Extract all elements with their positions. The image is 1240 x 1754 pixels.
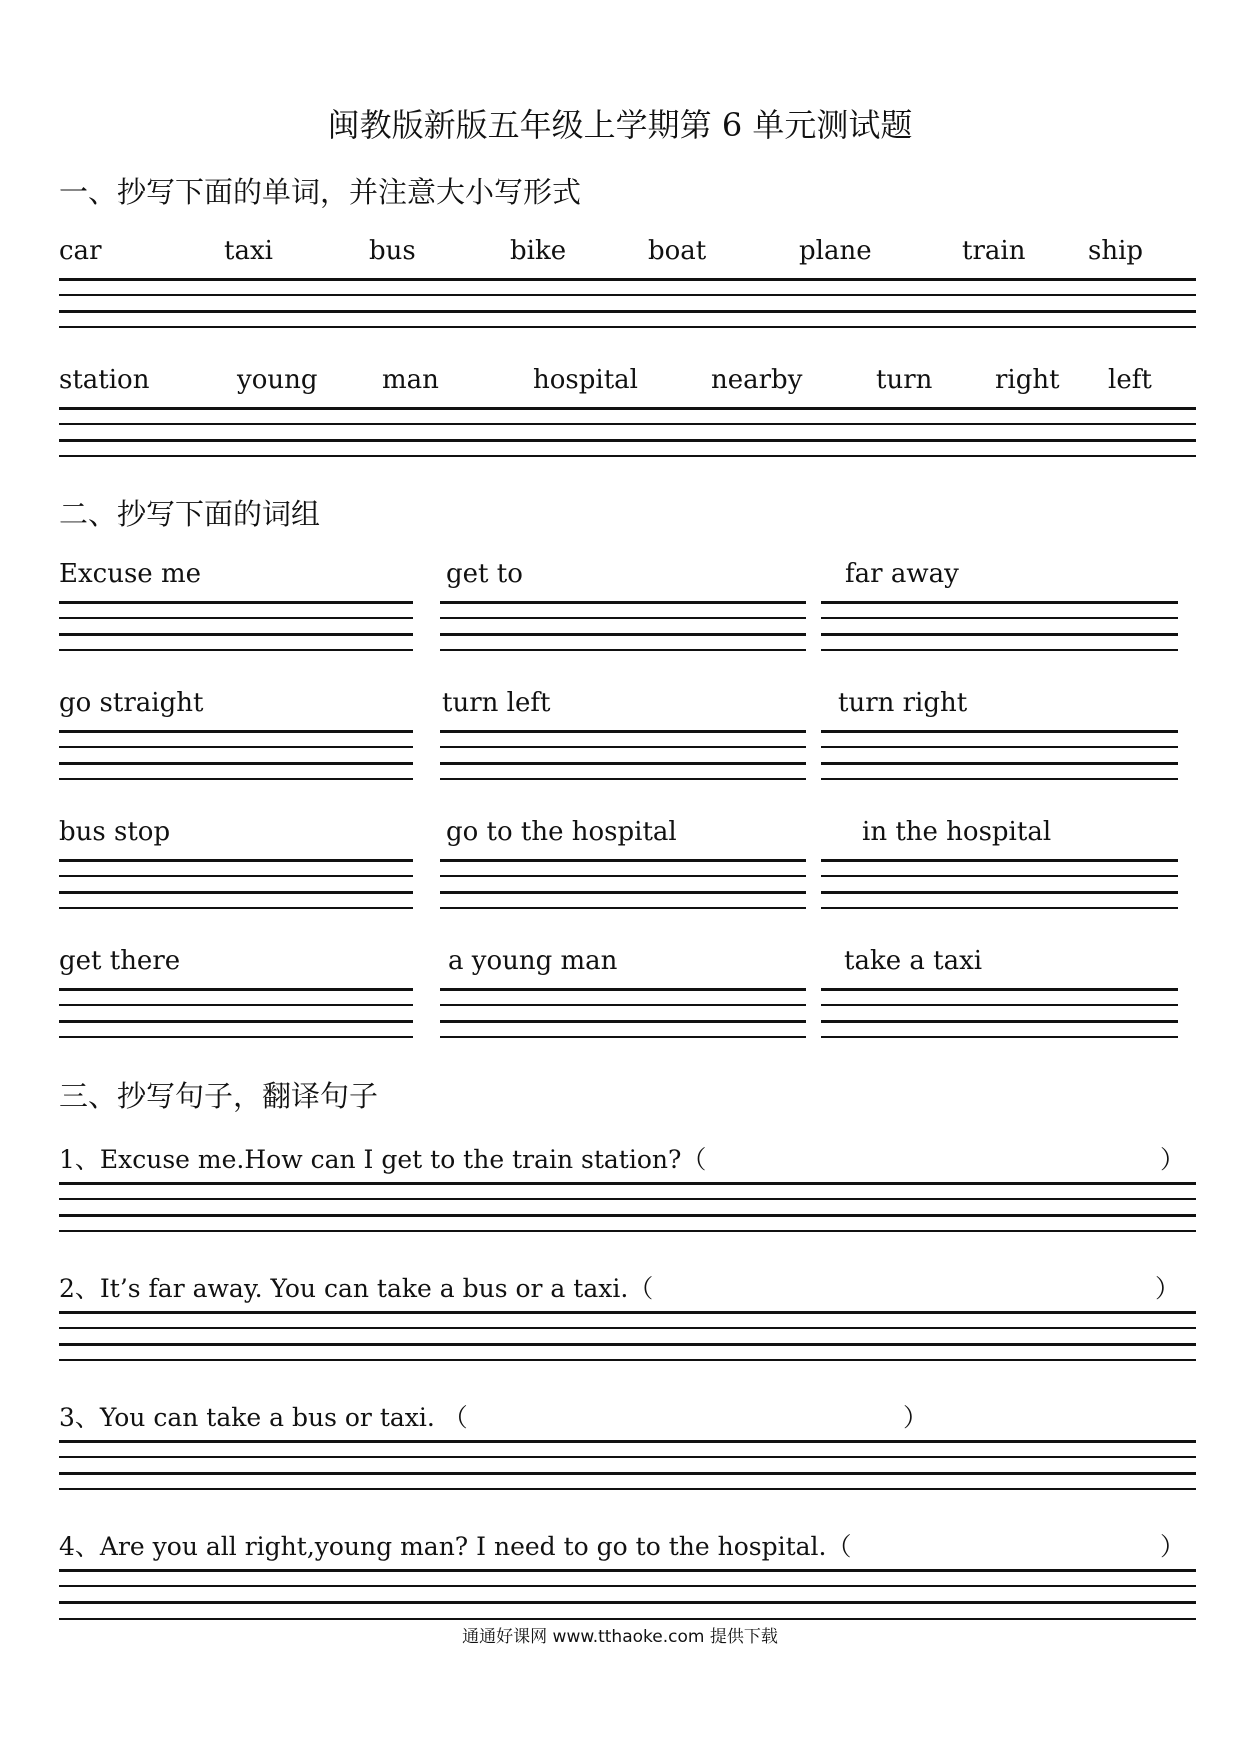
writing-lines: [440, 730, 806, 782]
word-item: turn: [876, 365, 933, 395]
section-3-heading: 三、抄写句子，翻译句子: [59, 1079, 379, 1113]
close-paren: ）: [903, 1403, 929, 1432]
word-item: bus: [369, 236, 416, 266]
sentence-1: 1、Excuse me.How can I get to the train station?（: [59, 1145, 707, 1174]
page-title: 闽教版新版五年级上学期第 6 单元测试题: [327, 106, 913, 144]
writing-lines: [59, 278, 1196, 330]
sentence-4: 4、Are you all right,young man? I need to go to the hospital.（: [59, 1532, 852, 1561]
writing-lines: [59, 988, 413, 1040]
word-item: plane: [799, 236, 872, 266]
writing-lines: [59, 859, 413, 911]
phrase-item: far away: [845, 559, 959, 589]
phrase-item: Excuse me: [59, 559, 201, 589]
phrase-item: bus stop: [59, 817, 171, 847]
phrase-item: turn left: [442, 688, 551, 718]
phrase-item: get there: [59, 946, 181, 976]
section-2-heading: 二、抄写下面的词组: [59, 497, 321, 531]
writing-lines: [59, 1311, 1196, 1363]
word-item: boat: [648, 236, 707, 266]
word-item: station: [59, 365, 150, 395]
phrase-item: go straight: [59, 688, 204, 718]
writing-lines: [59, 730, 413, 782]
word-item: nearby: [711, 365, 803, 395]
footer-text: 通通好课网 www.tthaoke.com 提供下载: [462, 1627, 778, 1647]
sentence-2: 2、It’s far away. You can take a bus or a taxi.（: [59, 1274, 654, 1303]
word-item: young: [237, 365, 318, 395]
footer-divider: [59, 1618, 1196, 1620]
section-1-heading: 一、抄写下面的单词，并注意大小写形式: [59, 175, 582, 209]
writing-lines: [821, 988, 1178, 1040]
word-item: man: [382, 365, 439, 395]
close-paren: ）: [1160, 1532, 1186, 1561]
word-item: taxi: [224, 236, 273, 266]
writing-lines: [59, 1182, 1196, 1234]
sentence-3: 3、You can take a bus or taxi. （: [59, 1403, 468, 1432]
writing-lines: [59, 1440, 1196, 1492]
phrase-item: a young man: [448, 946, 618, 976]
writing-lines: [59, 1569, 1196, 1605]
writing-lines: [821, 730, 1178, 782]
writing-lines: [440, 988, 806, 1040]
word-item: car: [59, 236, 102, 266]
writing-lines: [821, 601, 1178, 653]
word-item: ship: [1088, 236, 1144, 266]
word-item: train: [962, 236, 1026, 266]
writing-lines: [821, 859, 1178, 911]
word-item: right: [995, 365, 1060, 395]
writing-lines: [59, 601, 413, 653]
close-paren: ）: [1155, 1274, 1181, 1303]
writing-lines: [59, 407, 1196, 459]
writing-lines: [440, 601, 806, 653]
close-paren: ）: [1160, 1145, 1186, 1174]
phrase-item: get to: [446, 559, 523, 589]
phrase-item: take a taxi: [844, 946, 983, 976]
phrase-item: turn right: [838, 688, 968, 718]
word-item: hospital: [533, 365, 638, 395]
phrase-item: in the hospital: [862, 817, 1052, 847]
phrase-item: go to the hospital: [446, 817, 677, 847]
word-item: left: [1108, 365, 1152, 395]
writing-lines: [440, 859, 806, 911]
word-item: bike: [510, 236, 567, 266]
